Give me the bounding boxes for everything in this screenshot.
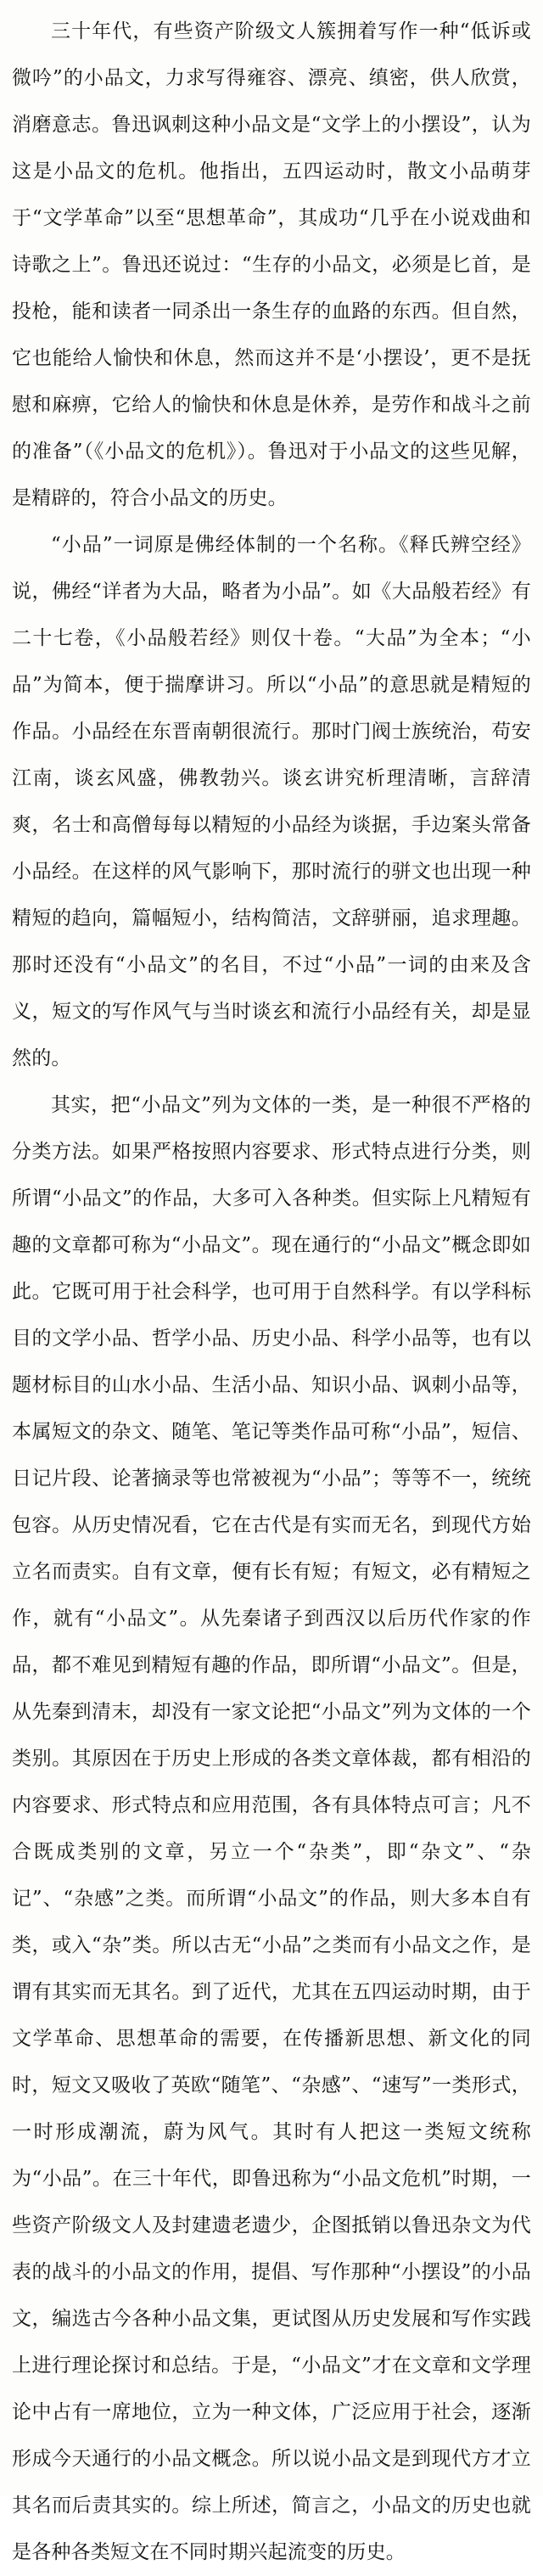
paragraph-1: 三十年代，有些资产阶级文人簇拥着写作一种“低诉或微吟”的小品文，力求写得雍容、漂亮、缜密，供人欣赏，消磨意志。鲁迅讽刺这种小品文是“文学上的小摆设”，认为这是小品文的危机。他指出，五四运动时，散文小品萌芽于“文学革命”以至“思想革命”，其成功“几乎在小说戏曲和诗歌之上”。鲁迅还说过：“生存的小品文，必须是匕首，是投枪，能和读者一同杀出一条生存的血路的东西。但自然，它也能给人愉快和休息，然而这并不是‘小摆设’，更不是抚慰和麻痹，它给人的愉快和休息是休养，是劳作和战斗之前的准备”（《小品文的危机》）。鲁迅对于小品文的这些见解，是精辟的，符合小品文的历史。 bbox=[12, 20, 531, 509]
paragraph-3: 其实，把“小品文”列为文体的一类，是一种很不严格的分类方法。如果严格按照内容要求、形式特点进行分类，则所谓“小品文”的作品，大多可入各种类。但实际上凡精短有趣的文章都可称为“小品文”。现在通行的“小品文”概念即如此。它既可用于社会科学，也可用于自然科学。有以学科标目的文学小品、哲学小品、历史小品、科学小品等，也有以题材标目的山水小品、生活小品、知识小品、讽刺小品等，本属短文的杂文、随笔、笔记等类作品可称“小品”，短信、日记片段、论著摘录等也常被视为“小品”；等等不一，统统包容。从历史情况看，它在古代是有实而无名，到现代方始立名而责实。自有文章，便有长有短；有短文，必有精短之作，就有“小品文”。从先秦诸子到西汉以后历代作家的作品，都不难见到精短有趣的作品，即所谓“小品文”。但是，从先秦到清末，却没有一家文论把“小品文”列为文体的一个类别。其原因在于历史上形成的各类文章体裁，都有相沿的内容要求、形式特点和应用范围，各有具体特点可言；凡不合既成类别的文章，另立一个“杂类”，即“杂文”、“杂记”、“杂感”之类。而所谓“小品文”的作品，则大多本自有类，或入“杂”类。所以古无“小品”之类而有小品文之作，是谓有其实而无其名。到了近代，尤其在五四运动时期，由于文学革命、思想革命的需要，在传播新思想、新文化的同时，短文又吸收了英欧“随笔”、“杂感”、“速写”一类形式，一时形成潮流，蔚为风气。其时有人把这一类短文统称为“小品”。在三十年代，即鲁迅称为“小品文危机”时期，一些资产阶级文人及封建遗老遗少，企图抵销以鲁迅杂文为代表的战斗的小品文的作用，提倡、写作那种“小摆设”的小品文，编选古今各种小品文集，更试图从历史发展和写作实践上进行理论探讨和总结。于是，“小品文”才在文章和文学理论中占有一席地位，立为一种文体，广泛应用于社会，逐渐形成今天通行的小品文概念。所以说小品文是到现代方才立其名而后责其实的。综上所述，简言之，小品文的历史也就是各种各类短文在不同时期兴起流变的历史。 bbox=[12, 1094, 531, 2563]
paragraph-2: “小品”一词原是佛经体制的一个名称。《释氏辨空经》说，佛经“详者为大品，略者为小品”。如《大品般若经》有二十七卷，《小品般若经》则仅十卷。“大品”为全本；“小品”为简本，便于揣摩讲习。所以“小品”的意思就是精短的作品。小品经在东晋南朝很流行。那时门阀士族统治，苟安江南，谈玄风盛，佛教勃兴。谈玄讲究析理清晰，言辞清爽，名士和高僧每每以精短的小品经为谈据，手边案头常备小品经。在这样的风气影响下，那时流行的骈文也出现一种精短的趋向，篇幅短小，结构简洁，文辞骈丽，追求理趣。那时还没有“小品文”的名目，不过“小品”一词的由来及含义，短文的写作风气与当时谈玄和流行小品经有关，却是显然的。 bbox=[12, 534, 531, 1069]
article-body bbox=[12, 8, 531, 2576]
